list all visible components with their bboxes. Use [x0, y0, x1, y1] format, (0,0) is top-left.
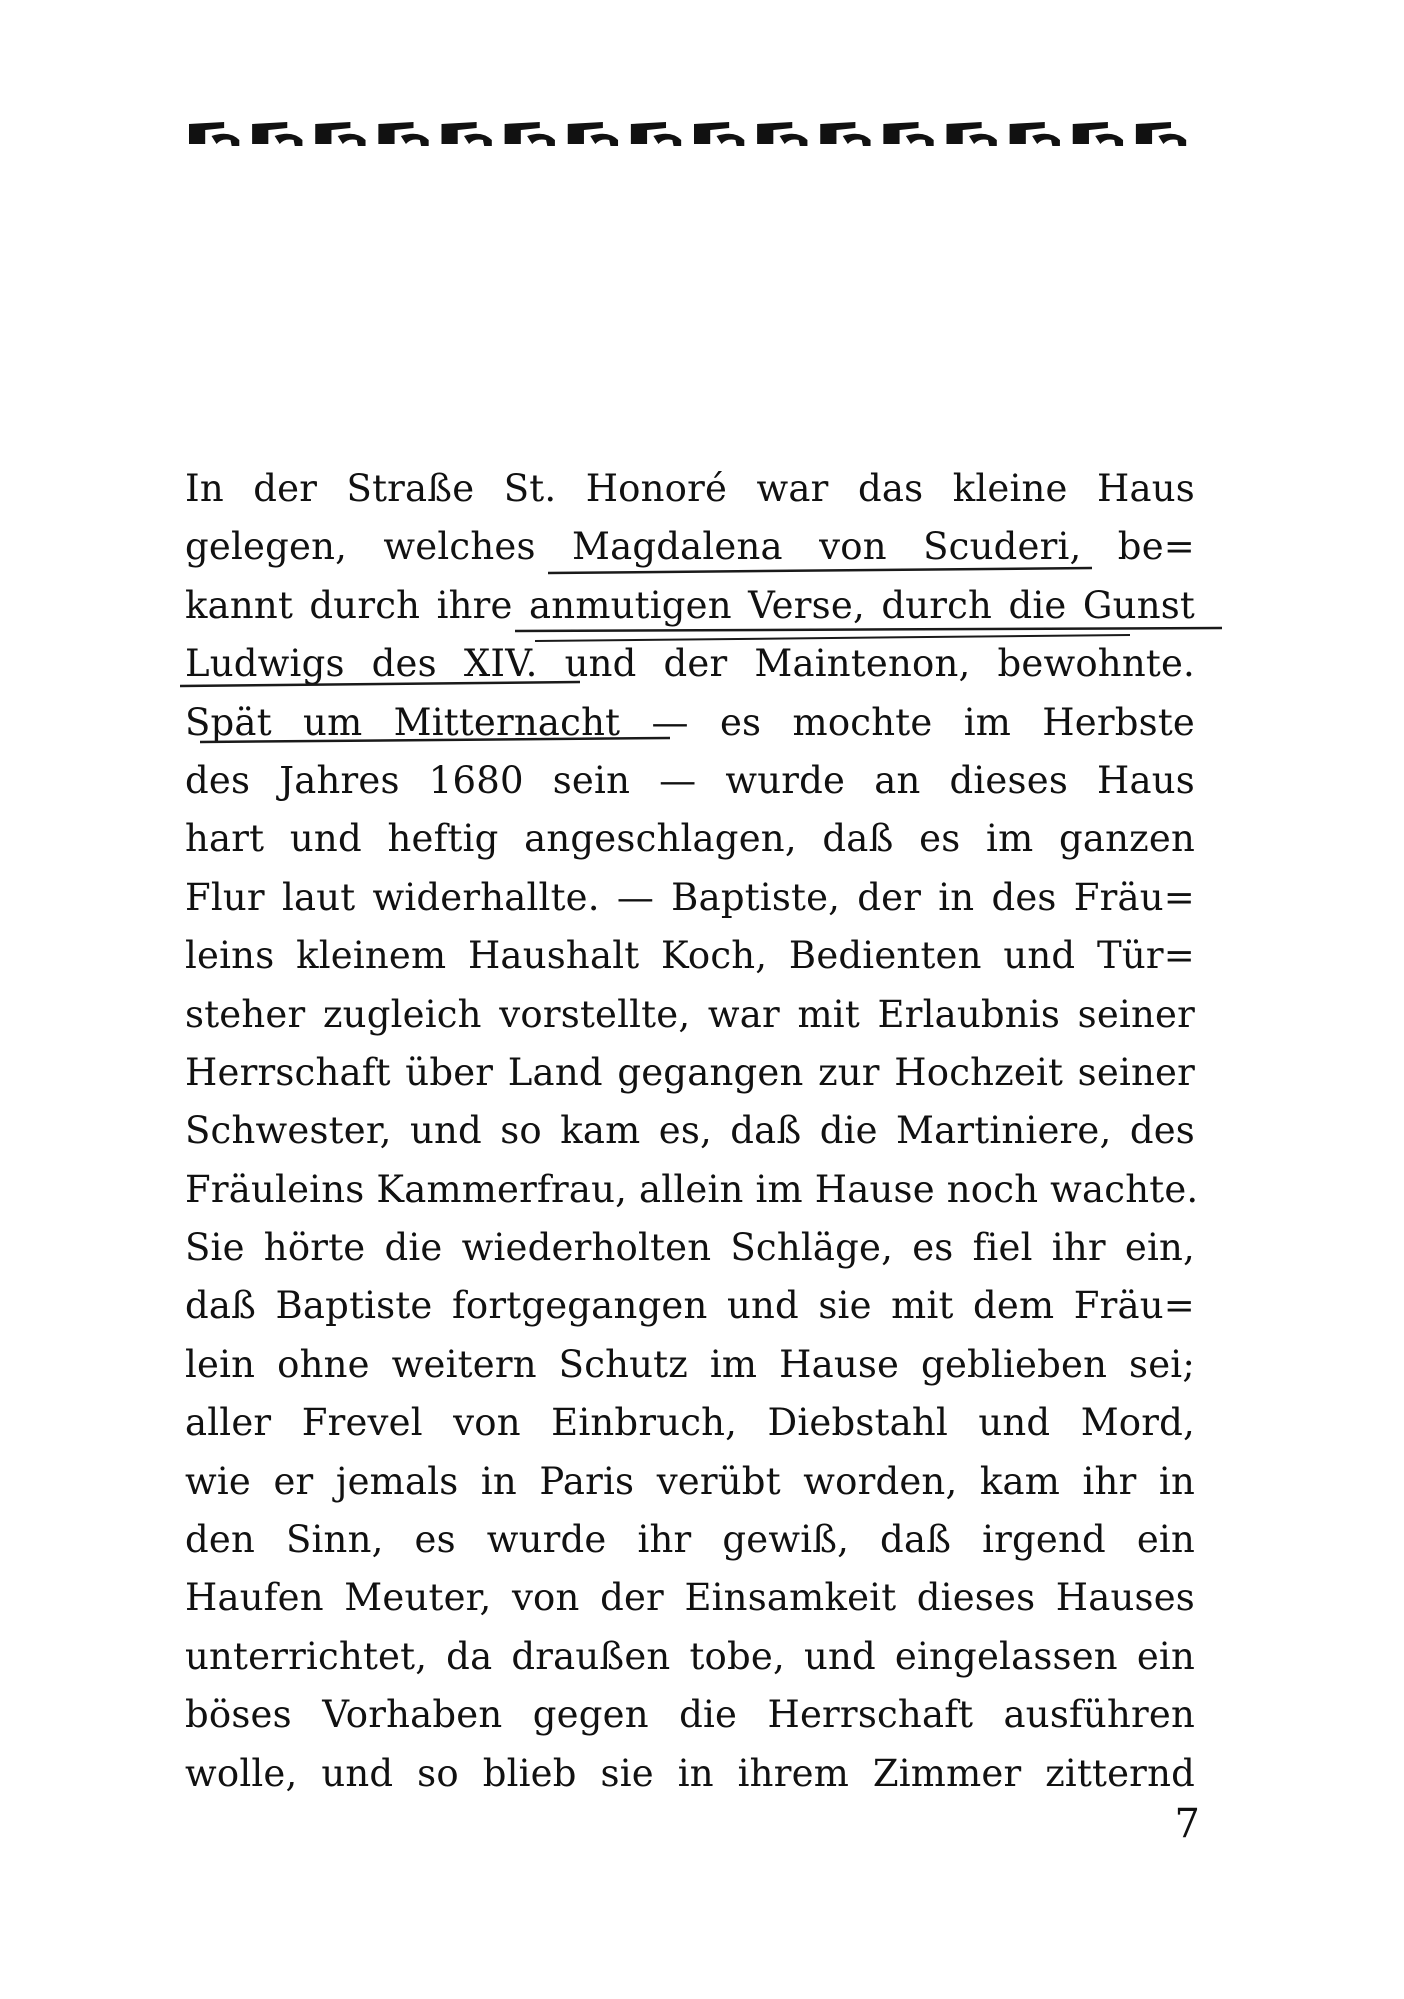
ornament-motif-icon	[757, 122, 807, 146]
ornament-band-icon	[185, 110, 1195, 154]
text-line: leins kleinem Haushalt Koch, Bedienten und Tür=	[185, 934, 1195, 978]
ornament-motif-icon	[315, 122, 365, 146]
text-line: wie er jemals in Paris verübt worden, kam ihr in	[185, 1459, 1195, 1503]
text-line: böses Vorhaben gegen die Herrschaft ausführen	[185, 1693, 1195, 1737]
text-line: daß Baptiste fortgegangen und sie mit dem Fräu=	[185, 1284, 1195, 1328]
ornament-motif-icon	[252, 122, 302, 146]
ornament-motif-icon	[631, 122, 681, 146]
text-line: hart und heftig angeschlagen, daß es im ganzen	[185, 817, 1195, 861]
text-line: den Sinn, es wurde ihr gewiß, daß irgend ein	[185, 1518, 1195, 1562]
text-line: Ludwigs des XIV. und der Maintenon, bewohnte.	[185, 642, 1195, 686]
page-number: 7	[1174, 1801, 1200, 1847]
ornament-motif-icon	[378, 122, 428, 146]
ornament-motif-icon	[947, 122, 997, 146]
body-text	[185, 460, 1199, 1803]
ornament-motif-icon	[189, 122, 239, 146]
text-line: gelegen, welches Magdalena von Scuderi, be=	[185, 525, 1195, 569]
ornament-motif-icon	[883, 122, 933, 146]
text-line: steher zugleich vorstellte, war mit Erlaubnis seiner	[185, 992, 1195, 1036]
text-line: Herrschaft über Land gegangen zur Hochzeit seiner	[185, 1050, 1195, 1094]
text-line: Spät um Mitternacht — es mochte im Herbste	[185, 700, 1195, 744]
text-line: aller Frevel von Einbruch, Diebstahl und Mord,	[185, 1401, 1195, 1445]
text-line: In der Straße St. Honoré war das kleine Haus	[185, 467, 1195, 510]
text-line: Schwester, und so kam es, daß die Martiniere, des	[185, 1109, 1195, 1153]
ornament-motif-icon	[442, 122, 492, 146]
ornament-motif-icon	[694, 122, 744, 146]
ornament-motif-icon	[1010, 122, 1060, 146]
text-line: lein ohne weitern Schutz im Hause geblieben sei;	[185, 1342, 1195, 1386]
header-ornament	[185, 110, 1195, 154]
text-line: Flur laut widerhallte. — Baptiste, der in des Fräu=	[185, 875, 1195, 919]
text-line: Fräuleins Kammerfrau, allein im Hause noch wachte.	[185, 1167, 1199, 1211]
text-line: kannt durch ihre anmutigen Verse, durch die Gunst	[185, 583, 1195, 627]
text-line: Sie hörte die wiederholten Schläge, es fiel ihr ein,	[185, 1226, 1195, 1270]
ornament-motif-icon	[1136, 122, 1186, 146]
text-line: Haufen Meuter, von der Einsamkeit dieses Hauses	[185, 1576, 1195, 1620]
ornament-motif-icon	[820, 122, 870, 146]
text-line: wolle, und so blieb sie in ihrem Zimmer zitternd	[185, 1751, 1195, 1795]
ornament-motif-icon	[568, 122, 618, 146]
ornament-motif-icon	[505, 122, 555, 146]
ornament-motif-icon	[1073, 122, 1123, 146]
text-line: unterrichtet, da draußen tobe, und eingelassen ein	[185, 1634, 1195, 1678]
text-line: des Jahres 1680 sein — wurde an dieses Haus	[185, 758, 1195, 802]
